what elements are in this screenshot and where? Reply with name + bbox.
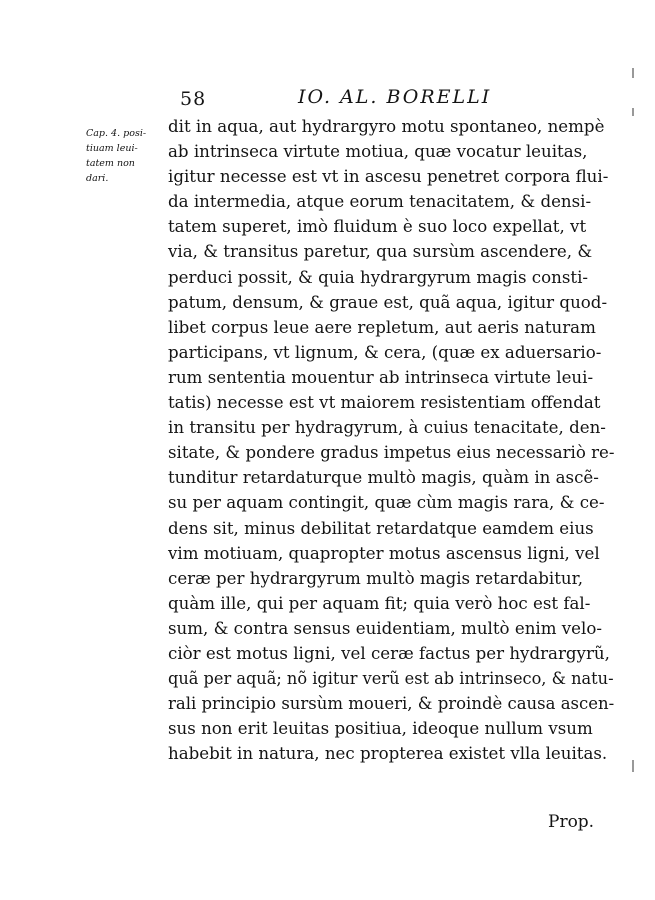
text-line: ceræ per hydrargyrum multò magis retardabitur, xyxy=(168,567,584,588)
text-line: participans, vt lignum, & cera, (quæ ex aduersario- xyxy=(168,341,602,362)
text-line: sitate, & pondere gradus impetus eius necessariò re- xyxy=(168,442,615,463)
text-line: in transitu per hydragyrum, à cuius tenacitate, den- xyxy=(168,417,606,438)
text-line: habebit in natura, nec propterea existet vlla leuitas. xyxy=(168,743,608,764)
text-line: vim motiuam, quapropter motus ascensus ligni, vel xyxy=(168,542,600,563)
text-line: da intermedia, atque eorum tenacitatem, & densi- xyxy=(168,191,592,212)
marginal-note xyxy=(86,126,158,186)
marginal-note-line: dari. xyxy=(86,173,109,184)
page-edge-mark xyxy=(632,760,634,772)
text-line: su per aquam contingit, quæ cùm magis rara, & ce- xyxy=(168,492,605,513)
text-line: ab intrinseca virtute motiua, quæ vocatur leuitas, xyxy=(168,141,588,162)
text-line: tatem superet, imò fluidum è suo loco expellat, vt xyxy=(168,216,587,237)
text-line: ciòr est motus ligni, vel ceræ factus per hydrargyrũ, xyxy=(168,642,610,663)
text-line: sum, & contra sensus euidentiam, multò enim velo- xyxy=(168,617,602,638)
marginal-note-line: Cap. 4. posi- xyxy=(86,128,147,139)
text-line: via, & transitus paretur, qua sursùm ascendere, & xyxy=(168,241,593,262)
running-head: IO. AL. BORELLI xyxy=(298,86,492,108)
text-line: tatis) necesse est vt maiorem resistentiam offendat xyxy=(168,392,601,413)
text-line: tunditur retardaturque multò magis, quàm in ascẽ- xyxy=(168,467,599,488)
text-line: sus non erit leuitas positiua, ideoque nullum vsum xyxy=(168,718,593,739)
text-line: dit in aqua, aut hydrargyro motu spontaneo, nempè xyxy=(168,116,605,136)
text-line: perduci possit, & quia hydrargyrum magis consti- xyxy=(168,266,589,287)
body-text xyxy=(168,114,618,766)
marginal-note-line: tiuam leui- xyxy=(86,143,138,154)
text-line: dens sit, minus debilitat retardatque eamdem eius xyxy=(168,517,594,538)
marginal-note-line: tatem non xyxy=(86,158,135,169)
text-line: quàm ille, qui per aquam fit; quia verò hoc est fal- xyxy=(168,592,591,613)
text-line: igitur necesse est vt in ascesu penetret corpora flui- xyxy=(168,166,609,187)
page-edge-mark xyxy=(632,68,634,78)
text-line: patum, densum, & graue est, quã aqua, igitur quod- xyxy=(168,291,608,312)
text-line: rum sententia mouentur ab intrinseca virtute leui- xyxy=(168,366,594,387)
text-line: rali principio sursùm moueri, & proindè causa ascen- xyxy=(168,693,615,714)
page-number: 58 xyxy=(180,88,207,110)
catchword: Prop. xyxy=(548,812,595,832)
page-edge-mark xyxy=(632,108,634,116)
text-line: libet corpus leue aere repletum, aut aeris naturam xyxy=(168,316,596,337)
text-line: quã per aquã; nõ igitur verũ est ab intrinseco, & natu- xyxy=(168,668,614,689)
